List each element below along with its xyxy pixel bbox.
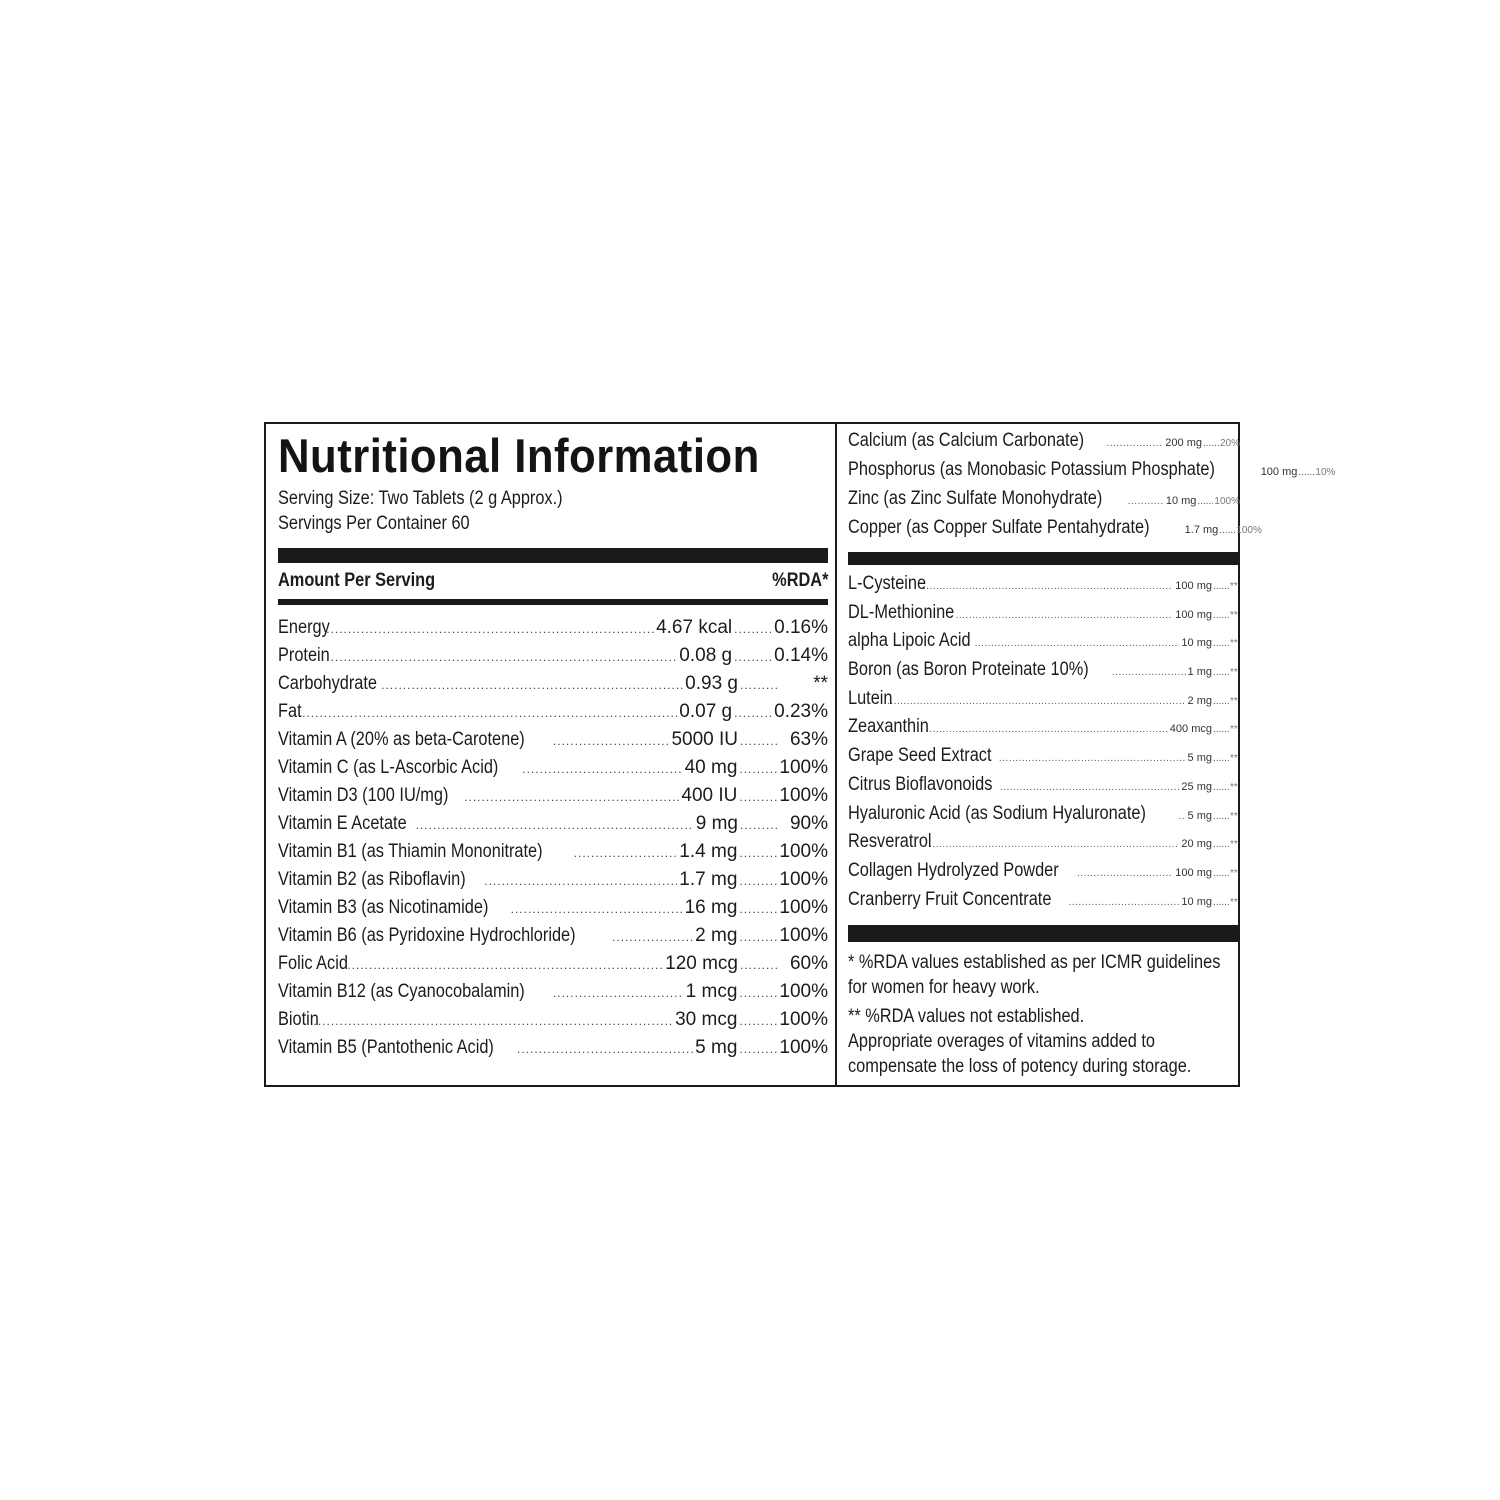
nutrient-name: Hyaluronic Acid (as Sodium Hyaluronate) (848, 802, 1146, 824)
leader-dots (1213, 868, 1229, 879)
nutrient-row (848, 630, 1240, 659)
leader-dots (464, 790, 679, 804)
nutrient-row (278, 617, 828, 645)
leader-dots (734, 706, 772, 720)
leader-dots (739, 986, 777, 1000)
nutrient-row (278, 925, 828, 953)
nutrient-row (278, 645, 828, 673)
nutrient-amount: 30 mcg (675, 1009, 738, 1030)
nutrient-rda: ** (1230, 867, 1238, 879)
nutrient-row (278, 869, 828, 897)
leader-dots (1213, 581, 1229, 592)
right-column (848, 430, 1336, 1079)
nutrient-amount: 200 mg (1165, 437, 1202, 449)
nutrient-name: Calcium (as Calcium Carbonate) (848, 430, 1085, 451)
nutrient-amount: 1 mcg (685, 981, 738, 1002)
nutrient-name: Collagen Hydrolyzed Powder (848, 859, 1059, 881)
nutrient-rda: ** (1230, 581, 1238, 592)
nutrient-name: Zinc (as Zinc Sulfate Monohydrate) (848, 488, 1103, 509)
footnote-rule (848, 925, 1240, 942)
nutrient-name: Vitamin B6 (as Pyridoxine Hydrochloride) (278, 925, 576, 946)
nutrient-row (278, 1009, 828, 1037)
nutrient-rda: 100% (779, 925, 828, 946)
nutrient-rda: ** (1230, 753, 1238, 765)
leader-dots (1112, 667, 1186, 678)
nutrient-name: L-Cysteine (848, 573, 927, 594)
nutrient-amount: 100 mg (1260, 466, 1298, 478)
nutrient-row (278, 813, 828, 841)
nutrient-row (848, 573, 1240, 602)
nutrient-name: Vitamin D3 (100 IU/mg) (278, 785, 449, 806)
nutrient-rda: 100% (779, 981, 828, 1002)
nutrient-rda: 10% (1315, 467, 1336, 478)
column-header (278, 563, 828, 599)
nutrient-rda: ** (1230, 667, 1238, 679)
nutrient-name: Energy (278, 617, 330, 638)
nutrient-rda: 60% (789, 953, 828, 974)
nutrient-rda: ** (1230, 638, 1238, 650)
leader-dots (1213, 696, 1229, 707)
footnote-rda: * %RDA values established as per ICMR guidelines for women for heavy work. (848, 952, 1221, 999)
leader-dots (1213, 782, 1229, 793)
nutrient-row (848, 803, 1240, 832)
leader-dots (1069, 897, 1180, 908)
leader-dots (1197, 496, 1213, 507)
nutrient-rda: 100% (779, 785, 828, 806)
leader-dots (734, 622, 772, 636)
leader-dots (740, 678, 778, 692)
nutrient-amount: 1 mg (1187, 666, 1212, 679)
leader-dots (975, 638, 1180, 649)
nutrient-rda: 100% (1236, 525, 1262, 536)
leader-dots (293, 706, 677, 720)
leader-dots (1298, 467, 1314, 478)
leader-dots (1107, 438, 1164, 449)
thin-rule (278, 599, 828, 605)
leader-dots (956, 610, 1174, 621)
nutrient-name: Cranberry Fruit Concentrate (848, 888, 1052, 910)
leader-dots (1213, 610, 1229, 621)
nutrient-name: Zeaxanthin (848, 716, 929, 738)
leader-dots (1213, 753, 1229, 764)
nutrient-name: Vitamin B1 (as Thiamin Mononitrate) (278, 841, 543, 862)
nutrient-name: Grape Seed Extract (848, 745, 992, 767)
leader-dots (517, 1042, 693, 1056)
left-column (278, 426, 828, 1065)
nutrient-name: DL-Methionine (848, 601, 955, 623)
leader-dots (1213, 839, 1229, 850)
nutrient-row (278, 729, 828, 757)
nutrient-rda: ** (1230, 810, 1238, 822)
nutrient-amount: 10 mg (1165, 495, 1197, 507)
nutrient-row (848, 745, 1240, 774)
leader-dots (612, 930, 693, 944)
leader-dots (739, 790, 777, 804)
leader-dots (739, 902, 777, 916)
leader-dots (381, 678, 683, 692)
nutrient-rda: 0.16% (774, 617, 828, 638)
leader-dots (1213, 897, 1229, 908)
nutrient-name: Carbohydrate (278, 673, 378, 694)
nutrient-row (848, 430, 1240, 459)
nutrient-name: Lutein (848, 687, 893, 709)
servings-per-container: Servings Per Container 60 (278, 513, 470, 534)
nutrient-amount: 0.08 g (679, 645, 733, 666)
leader-dots (511, 902, 683, 916)
nutrient-amount: 5000 IU (671, 729, 738, 750)
nutrient-row (278, 953, 828, 981)
leader-dots (416, 818, 694, 832)
nutrient-row (278, 981, 828, 1009)
nutrient-row (278, 841, 828, 869)
leader-dots (553, 734, 670, 748)
nutrient-rda: ** (1230, 839, 1238, 851)
nutrient-rda: 100% (779, 757, 828, 778)
nutrient-row (848, 459, 1336, 488)
nutrient-row (278, 785, 828, 813)
nutrient-name: Citrus Bioflavonoids (848, 773, 993, 795)
nutrient-rda: ** (1230, 724, 1238, 736)
leader-dots (1203, 438, 1219, 449)
nutrient-amount: 1.7 mg (1184, 524, 1219, 536)
leader-dots (1178, 811, 1185, 822)
nutrient-name: Vitamin C (as L-Ascorbic Acid) (278, 757, 499, 778)
leader-dots (739, 1042, 777, 1056)
leader-dots (740, 818, 778, 832)
column-divider (835, 424, 837, 1085)
nutrient-amount: 16 mg (684, 897, 738, 918)
nutrient-rda: 0.23% (774, 701, 828, 722)
nutrient-rda: 20% (1219, 438, 1240, 449)
nutrient-name: Vitamin A (20% as beta-Carotene) (278, 729, 525, 750)
nutrient-name: Phosphorus (as Monobasic Potassium Phosphate) (848, 459, 1215, 480)
nutrient-amount: 400 IU (681, 785, 738, 806)
leader-dots (884, 696, 1186, 707)
nutrient-rda: 100% (1214, 496, 1240, 507)
leader-dots (926, 724, 1168, 735)
label-title: Nutritional Information (278, 429, 760, 482)
nutrient-row (848, 774, 1240, 803)
nutrient-amount: 0.93 g (685, 673, 738, 694)
leader-dots (740, 734, 778, 748)
nutrient-row (848, 831, 1240, 860)
nutrient-amount: 20 mg (1181, 838, 1212, 851)
leader-dots (1219, 525, 1235, 536)
leader-dots (1128, 496, 1164, 507)
nutrient-amount: 100 mg (1175, 608, 1212, 621)
nutrient-name: Fat (278, 701, 302, 722)
thick-rule (278, 548, 828, 563)
nutrient-row (848, 716, 1240, 745)
nutrient-row (848, 688, 1240, 717)
nutrient-amount: 100 mg (1175, 866, 1212, 879)
mineral-list (848, 430, 1336, 546)
nutrient-row (278, 757, 828, 785)
leader-dots (739, 1014, 777, 1028)
leader-dots (1213, 724, 1229, 735)
footnote-overages: Appropriate overages of vitamins added to compensate the loss of potency during storage. (848, 1031, 1192, 1078)
left-nutrient-list (278, 617, 828, 1065)
leader-dots (739, 874, 777, 888)
nutrient-name: Vitamin B5 (Pantothenic Acid) (278, 1037, 494, 1058)
nutrient-rda: 100% (779, 869, 828, 890)
nutrient-name: Copper (as Copper Sulfate Pentahydrate) (848, 517, 1150, 538)
nutrient-rda: ** (1230, 896, 1238, 908)
leader-dots (1213, 667, 1229, 678)
leader-dots (1000, 782, 1180, 793)
leader-dots (522, 762, 682, 776)
nutrient-amount: 1.7 mg (679, 869, 738, 890)
leader-dots (1213, 638, 1229, 649)
nutrient-name: Protein (278, 645, 330, 666)
nutrient-amount: 5 mg (1187, 752, 1212, 765)
nutrient-rda: 100% (779, 1009, 828, 1030)
rda-header: %RDA* (771, 570, 828, 591)
amount-header: Amount Per Serving (278, 570, 436, 591)
nutrient-rda: ** (1230, 695, 1238, 707)
leader-dots (999, 753, 1186, 764)
nutrient-name: Vitamin B3 (as Nicotinamide) (278, 897, 489, 918)
nutrient-rda: 90% (789, 813, 828, 834)
nutrient-name: Biotin (278, 1009, 319, 1030)
nutrient-amount: 1.4 mg (679, 841, 738, 862)
nutrient-name: alpha Lipoic Acid (848, 630, 971, 652)
leader-dots (326, 650, 677, 664)
leader-dots (553, 986, 684, 1000)
nutrient-rda: ** (1230, 781, 1238, 793)
nutrient-amount: 5 mg (1187, 809, 1212, 822)
nutrient-row (278, 701, 828, 729)
nutrient-name: Vitamin B12 (as Cyanocobalamin) (278, 981, 525, 1002)
nutrient-amount: 4.67 kcal (656, 617, 733, 638)
leader-dots (739, 762, 777, 776)
nutrient-row (848, 602, 1240, 631)
nutrition-label (264, 422, 1336, 1087)
nutrient-row (278, 897, 828, 925)
nutrient-rda: 100% (779, 841, 828, 862)
leader-dots (929, 839, 1179, 850)
nutrient-rda: 0.14% (774, 645, 828, 666)
nutrient-amount: 2 mg (1187, 694, 1212, 707)
nutrient-amount: 25 mg (1181, 780, 1212, 793)
leader-dots (1213, 811, 1229, 822)
nutrient-row (278, 673, 828, 701)
leader-dots (326, 622, 654, 636)
nutrient-rda: ** (813, 673, 828, 694)
nutrient-amount: 10 mg (1181, 637, 1212, 650)
nutrient-amount: 100 mg (1175, 580, 1212, 592)
nutrient-row (848, 488, 1240, 517)
leader-dots (574, 846, 678, 860)
leader-dots (347, 958, 663, 972)
nutrient-row (848, 517, 1262, 546)
nutrient-name: Vitamin E Acetate (278, 813, 407, 834)
leader-dots (739, 930, 777, 944)
other-ingredient-list (848, 573, 1240, 917)
leader-dots (484, 874, 677, 888)
nutrient-name: Boron (as Boron Proteinate 10%) (848, 659, 1089, 681)
nutrient-row (848, 889, 1240, 918)
nutrient-name: Resveratrol (848, 831, 932, 853)
leader-dots (923, 581, 1173, 592)
nutrient-name: Folic Acid (278, 953, 348, 974)
nutrient-amount: 2 mg (695, 925, 738, 946)
nutrient-amount: 0.07 g (679, 701, 733, 722)
nutrient-amount: 120 mcg (665, 953, 738, 974)
leader-dots (734, 650, 772, 664)
nutrient-amount: 5 mg (695, 1037, 738, 1058)
mineral-rule (848, 552, 1240, 565)
nutrient-rda: 100% (779, 897, 828, 918)
leader-dots (1077, 868, 1173, 879)
nutrient-amount: 40 mg (684, 757, 738, 778)
leader-dots (739, 846, 777, 860)
leader-dots (314, 1014, 674, 1028)
leader-dots (740, 958, 778, 972)
nutrient-rda: ** (1230, 609, 1238, 621)
nutrient-amount: 9 mg (695, 813, 738, 834)
nutrient-rda: 63% (789, 729, 828, 750)
nutrient-row (848, 659, 1240, 688)
footnote-not-established: ** %RDA values not established. (848, 1006, 1085, 1028)
nutrient-amount: 400 mcg (1169, 723, 1212, 736)
nutrient-amount: 10 mg (1181, 895, 1212, 908)
nutrient-row (278, 1037, 828, 1065)
nutrient-row (848, 860, 1240, 889)
serving-size: Serving Size: Two Tablets (2 g Approx.) (278, 488, 563, 509)
nutrient-name: Vitamin B2 (as Riboflavin) (278, 869, 466, 890)
nutrient-rda: 100% (779, 1037, 828, 1058)
